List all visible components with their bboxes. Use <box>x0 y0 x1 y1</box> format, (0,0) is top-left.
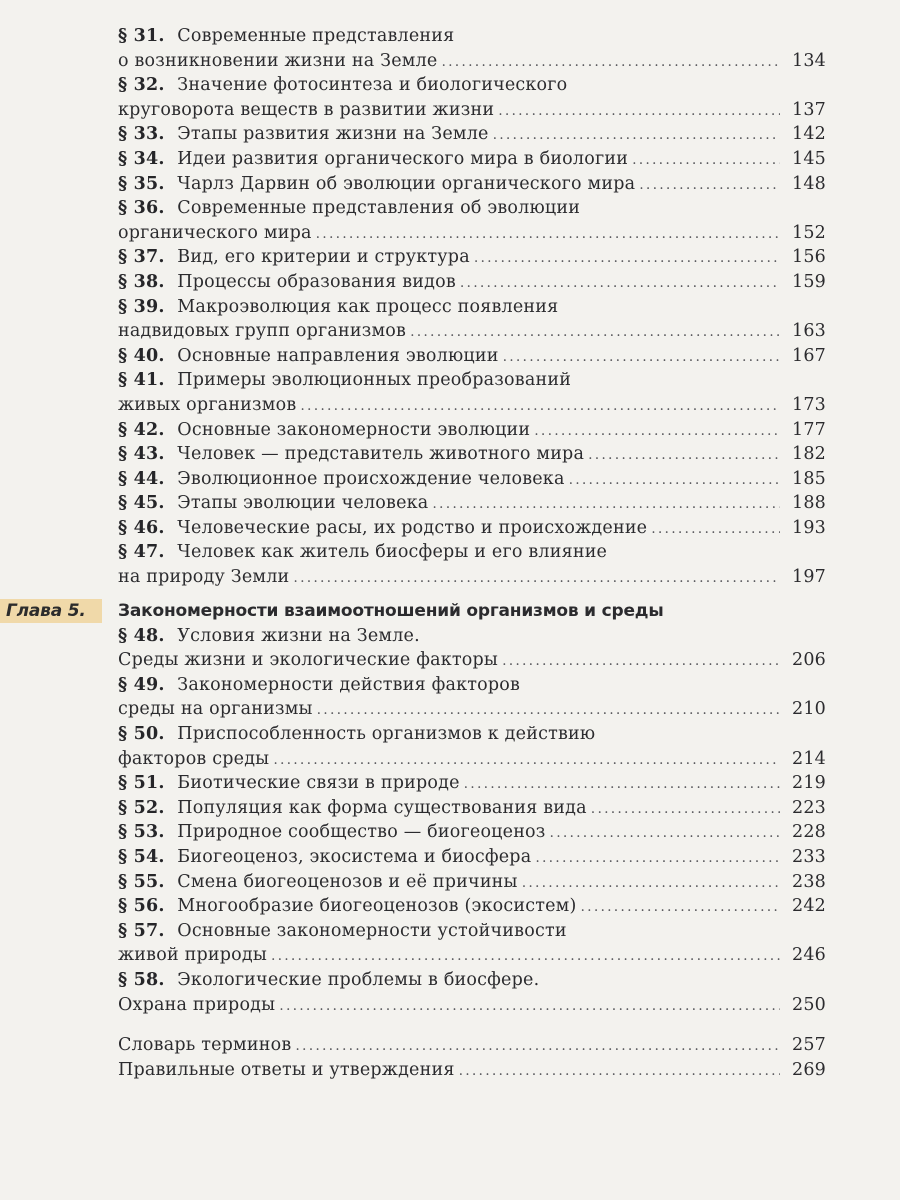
toc-section-chapter-5 <box>118 624 826 1018</box>
section-number: § 44. <box>118 468 165 489</box>
entry-title: о возникновении жизни на Земле <box>118 50 438 71</box>
toc-entry <box>118 993 826 1018</box>
section-number: § 49. <box>118 674 165 695</box>
entry-title: Охрана природы <box>118 994 276 1015</box>
entry-title: Современные представления об эволюции <box>177 198 581 219</box>
entry-title: Этапы развития жизни на Земле <box>177 124 489 145</box>
toc-entry <box>118 319 826 344</box>
section-number: § 53. <box>118 822 165 843</box>
entry-title: факторов среды <box>118 748 270 769</box>
page-number: 257 <box>791 1035 826 1056</box>
section-number: § 48. <box>118 625 165 646</box>
entry-title: органического мира <box>118 222 312 243</box>
dot-leader <box>293 566 780 591</box>
section-number: § 33. <box>118 124 165 145</box>
chapter-heading <box>6 598 826 624</box>
page-number: 148 <box>791 173 826 194</box>
dot-leader <box>632 148 780 173</box>
page-number: 167 <box>791 345 826 366</box>
entry-title: Условия жизни на Земле. <box>177 625 420 646</box>
section-number: § 37. <box>118 247 165 268</box>
page-number: 177 <box>791 419 826 440</box>
toc-section-chapter-4 <box>118 24 826 590</box>
page-number: 250 <box>791 994 826 1015</box>
section-number: § 31. <box>118 26 165 46</box>
section-number: § 47. <box>118 542 165 563</box>
section-number: § 52. <box>118 797 165 818</box>
dot-leader <box>459 1059 780 1084</box>
toc-entry <box>118 196 826 221</box>
page-number: 182 <box>791 444 826 465</box>
dot-leader <box>535 846 780 871</box>
entry-title: Макроэволюция как процесс появления <box>177 296 559 317</box>
toc-entry <box>118 919 826 944</box>
dot-leader <box>317 698 780 723</box>
entry-title: Биотические связи в природе <box>177 773 460 794</box>
dot-leader <box>464 772 780 797</box>
dot-leader <box>295 1034 780 1059</box>
toc-entry <box>118 747 826 772</box>
dot-leader <box>474 246 780 271</box>
section-number: § 45. <box>118 493 165 514</box>
dot-leader <box>279 994 780 1019</box>
page-number: 142 <box>791 124 826 145</box>
section-number: § 41. <box>118 370 165 391</box>
entry-title: Основные направления эволюции <box>177 345 499 366</box>
toc-entry <box>118 245 826 270</box>
entry-title: Основные закономерности эволюции <box>177 419 531 440</box>
toc-entry <box>118 845 826 870</box>
section-number: § 51. <box>118 773 165 794</box>
chapter-title: Закономерности взаимоотношений организмов и среды <box>118 600 664 621</box>
page-number: 134 <box>791 50 826 71</box>
toc-entry <box>118 943 826 968</box>
dot-leader <box>534 419 780 444</box>
section-number: § 46. <box>118 517 165 538</box>
entry-title: Вид, его критерии и структура <box>177 247 470 268</box>
toc-entry <box>118 24 826 49</box>
toc-entry <box>118 418 826 443</box>
section-number: § 58. <box>118 969 165 990</box>
section-number: § 42. <box>118 419 165 440</box>
entry-title: Экологические проблемы в биосфере. <box>177 969 540 990</box>
page-number: 238 <box>791 871 826 892</box>
entry-title: Популяция как форма существования вида <box>177 797 587 818</box>
section-number: § 34. <box>118 148 165 169</box>
entry-title: Эволюционное происхождение человека <box>177 468 565 489</box>
entry-title: Правильные ответы и утверждения <box>118 1059 455 1080</box>
toc-entry <box>118 344 826 369</box>
section-number: § 38. <box>118 271 165 292</box>
toc-entry <box>118 73 826 98</box>
dot-leader <box>591 797 780 822</box>
entry-title: Человек — представитель животного мира <box>177 444 585 465</box>
entry-title: Среды жизни и экологические факторы <box>118 650 499 671</box>
section-number: § 40. <box>118 345 165 366</box>
toc-entry <box>118 1033 826 1058</box>
toc-entry <box>118 624 826 649</box>
toc-entry <box>118 673 826 698</box>
dot-leader <box>639 173 780 198</box>
entry-title: живых организмов <box>118 394 297 415</box>
chapter-label: Глава 5. <box>0 599 102 623</box>
toc-entry <box>118 540 826 565</box>
dot-leader <box>651 517 780 542</box>
table-of-contents <box>6 24 826 1082</box>
toc-entry <box>118 270 826 295</box>
dot-leader <box>522 871 780 896</box>
page-number: 269 <box>791 1059 826 1080</box>
page-number: 210 <box>791 699 826 720</box>
toc-entry <box>118 467 826 492</box>
section-number: § 32. <box>118 75 165 96</box>
page-number: 246 <box>791 945 826 966</box>
dot-leader <box>493 123 780 148</box>
entry-title: Основные закономерности устойчивости <box>177 920 567 941</box>
entry-title: Современные представления <box>177 26 455 46</box>
entry-title: Многообразие биогеоценозов (экосистем) <box>177 896 577 917</box>
toc-entry <box>118 368 826 393</box>
dot-leader <box>410 320 780 345</box>
entry-title: Природное сообщество — биогеоценоз <box>177 822 546 843</box>
dot-leader <box>300 394 780 419</box>
page-number: 156 <box>791 247 826 268</box>
entry-title: Этапы эволюции человека <box>177 493 429 514</box>
toc-entry <box>118 122 826 147</box>
section-gap <box>118 1017 826 1033</box>
page-number: 219 <box>791 773 826 794</box>
page-number: 145 <box>791 148 826 169</box>
toc-entry <box>118 393 826 418</box>
dot-leader <box>273 748 780 773</box>
dot-leader <box>502 649 780 674</box>
entry-title: надвидовых групп организмов <box>118 321 407 342</box>
toc-entry <box>118 295 826 320</box>
dot-leader <box>460 271 780 296</box>
toc-entry <box>118 894 826 919</box>
toc-entry <box>118 442 826 467</box>
page-number: 242 <box>791 896 826 917</box>
section-number: § 35. <box>118 173 165 194</box>
page-number: 185 <box>791 468 826 489</box>
page-number: 233 <box>791 847 826 867</box>
entry-title: Биогеоценоз, экосистема и биосфера <box>177 847 532 867</box>
dot-leader <box>316 222 780 247</box>
page-number: 159 <box>791 271 826 292</box>
entry-title: Идеи развития органического мира в биологии <box>177 148 629 169</box>
section-number: § 36. <box>118 198 165 219</box>
section-number: § 43. <box>118 444 165 465</box>
entry-title: Приспособленность организмов к действию <box>177 724 596 745</box>
toc-entry <box>118 516 826 541</box>
section-number: § 39. <box>118 296 165 317</box>
toc-entry <box>118 697 826 722</box>
dot-leader <box>503 345 780 370</box>
toc-entry <box>118 722 826 747</box>
entry-title: Значение фотосинтеза и биологического <box>177 75 568 96</box>
page-number: 197 <box>791 567 826 588</box>
section-number: § 50. <box>118 724 165 745</box>
entry-title: среды на организмы <box>118 699 313 720</box>
page-number: 193 <box>791 517 826 538</box>
page-number: 188 <box>791 493 826 514</box>
toc-entry <box>118 968 826 993</box>
page-number: 228 <box>791 822 826 843</box>
dot-leader <box>569 468 780 493</box>
page-number: 173 <box>791 394 826 415</box>
page-number: 223 <box>791 797 826 818</box>
entry-title: Процессы образования видов <box>177 271 456 292</box>
toc-entry <box>118 648 826 673</box>
dot-leader <box>550 821 780 846</box>
toc-entry <box>118 771 826 796</box>
section-number: § 56. <box>118 896 165 917</box>
entry-title: Смена биогеоценозов и её причины <box>177 871 518 892</box>
toc-back-matter <box>118 1033 826 1082</box>
page-number: 163 <box>791 321 826 342</box>
entry-title: Словарь терминов <box>118 1035 292 1056</box>
page-number: 137 <box>791 99 826 120</box>
toc-entry <box>118 172 826 197</box>
toc-entry <box>118 820 826 845</box>
entry-title: Примеры эволюционных преобразований <box>177 370 572 391</box>
page-number: 214 <box>791 748 826 769</box>
toc-entry <box>118 98 826 123</box>
dot-leader <box>581 895 780 920</box>
dot-leader <box>432 492 780 517</box>
toc-entry <box>118 870 826 895</box>
section-number: § 55. <box>118 871 165 892</box>
toc-entry <box>118 1058 826 1083</box>
section-number: § 54. <box>118 847 165 867</box>
entry-title: Закономерности действия факторов <box>177 674 521 695</box>
entry-title: Чарлз Дарвин об эволюции органического мира <box>177 173 636 194</box>
entry-title: круговорота веществ в развитии жизни <box>118 99 495 120</box>
toc-entry <box>118 796 826 821</box>
entry-title: Человек как житель биосферы и его влияние <box>177 542 608 563</box>
entry-title: живой природы <box>118 945 267 966</box>
dot-leader <box>588 443 780 468</box>
toc-entry <box>118 491 826 516</box>
toc-entry <box>118 49 826 74</box>
toc-entry <box>118 221 826 246</box>
section-number: § 57. <box>118 920 165 941</box>
page-number: 206 <box>791 650 826 671</box>
page-number: 152 <box>791 222 826 243</box>
entry-title: Человеческие расы, их родство и происхождение <box>177 517 648 538</box>
dot-leader <box>498 99 780 124</box>
entry-title: на природу Земли <box>118 567 290 588</box>
toc-entry <box>118 565 826 590</box>
dot-leader <box>441 50 780 75</box>
toc-entry <box>118 147 826 172</box>
dot-leader <box>271 944 780 969</box>
